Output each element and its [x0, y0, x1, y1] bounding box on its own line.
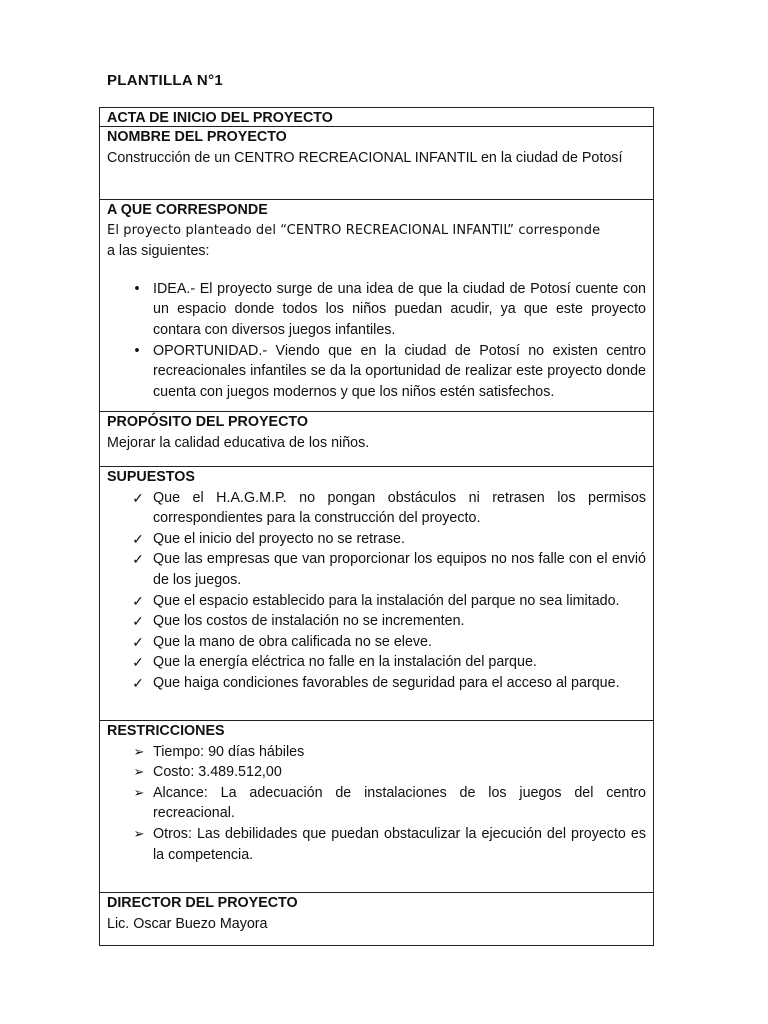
list-item: ✓ Que el H.A.G.M.P. no pongan obstáculos ni retrasen los permisos correspondientes para la construcción del proyecto.	[107, 488, 646, 529]
acta-header: ACTA DE INICIO DEL PROYECTO	[107, 110, 333, 126]
list-item: • IDEA.- El proyecto surge de una idea de que la ciudad de Potosí cuente con un espacio donde todos los niños puedan acudir, ya que este proyecto contara con diversos juegos infantiles.	[107, 279, 646, 341]
corresponde-header: A QUE CORRESPONDE	[107, 202, 268, 218]
director-row	[100, 892, 653, 945]
bullet-icon: •	[134, 280, 140, 297]
bullet-icon: •	[134, 342, 140, 359]
list-item: • OPORTUNIDAD.- Viendo que en la ciudad de Potosí no existen centro recreacionales infantiles se da la oportunidad de realizar este proyecto donde cuenta con juegos modernos y que los niños estén satisfechos.	[107, 341, 646, 403]
nombre-row	[100, 126, 653, 199]
project-charter-table	[99, 107, 654, 946]
corresponde-intro-line2: a las siguientes:	[107, 243, 210, 260]
list-item: ✓ Que el inicio del proyecto no se retrase.	[107, 529, 646, 550]
list-item: ✓ Que la energía eléctrica no falle en la instalación del parque.	[107, 652, 646, 673]
checkmark-icon: ✓	[132, 489, 144, 506]
corresponde-list	[107, 279, 646, 403]
list-item: ✓ Que el espacio establecido para la instalación del parque no sea limitado.	[107, 591, 646, 612]
checkmark-icon: ✓	[132, 592, 144, 609]
list-item: ➢ Otros: Las debilidades que puedan obstaculizar la ejecución del proyecto es la competencia.	[107, 824, 646, 865]
proposito-header: PROPÓSITO DEL PROYECTO	[107, 414, 308, 430]
supuestos-list	[107, 488, 646, 694]
proposito-text: Mejorar la calidad educativa de los niños.	[107, 434, 370, 451]
director-header: DIRECTOR DEL PROYECTO	[107, 895, 298, 911]
checkmark-icon: ✓	[132, 613, 144, 630]
restricciones-list	[107, 742, 646, 866]
proposito-row	[100, 411, 653, 466]
list-item: ✓ Que las empresas que van proporcionar los equipos no nos falle con el envió de los juegos.	[107, 549, 646, 590]
corresponde-row	[100, 199, 653, 411]
checkmark-icon: ✓	[132, 530, 144, 547]
list-item: ✓ Que la mano de obra calificada no se eleve.	[107, 632, 646, 653]
restricciones-header: RESTRICCIONES	[107, 723, 225, 739]
corresponde-intro-line1: El proyecto planteado del “CENTRO RECREACIONAL INFANTIL” corresponde	[107, 222, 601, 238]
arrow-bullet-icon: ➢	[133, 825, 145, 841]
nombre-header: NOMBRE DEL PROYECTO	[107, 129, 287, 145]
list-item: ✓ Que haiga condiciones favorables de seguridad para el acceso al parque.	[107, 673, 646, 694]
director-name: Lic. Oscar Buezo Mayora	[107, 915, 268, 932]
checkmark-icon: ✓	[132, 654, 144, 671]
checkmark-icon: ✓	[132, 674, 144, 691]
list-item: ➢ Alcance: La adecuación de instalaciones de los juegos del centro recreacional.	[107, 783, 646, 824]
restricciones-row	[100, 720, 653, 892]
page-title: PLANTILLA N°1	[107, 72, 224, 89]
arrow-bullet-icon: ➢	[133, 784, 145, 800]
arrow-bullet-icon: ➢	[133, 743, 145, 759]
checkmark-icon: ✓	[132, 633, 144, 650]
list-item: ➢ Costo: 3.489.512,00	[107, 762, 646, 783]
nombre-text: Construcción de un CENTRO RECREACIONAL INFANTIL en la ciudad de Potosí	[107, 149, 623, 166]
checkmark-icon: ✓	[132, 551, 144, 568]
arrow-bullet-icon: ➢	[133, 764, 145, 780]
supuestos-row	[100, 466, 653, 720]
list-item: ✓ Que los costos de instalación no se incrementen.	[107, 611, 646, 632]
acta-row	[100, 108, 653, 126]
list-item: ➢ Tiempo: 90 días hábiles	[107, 742, 646, 763]
supuestos-header: SUPUESTOS	[107, 469, 195, 485]
